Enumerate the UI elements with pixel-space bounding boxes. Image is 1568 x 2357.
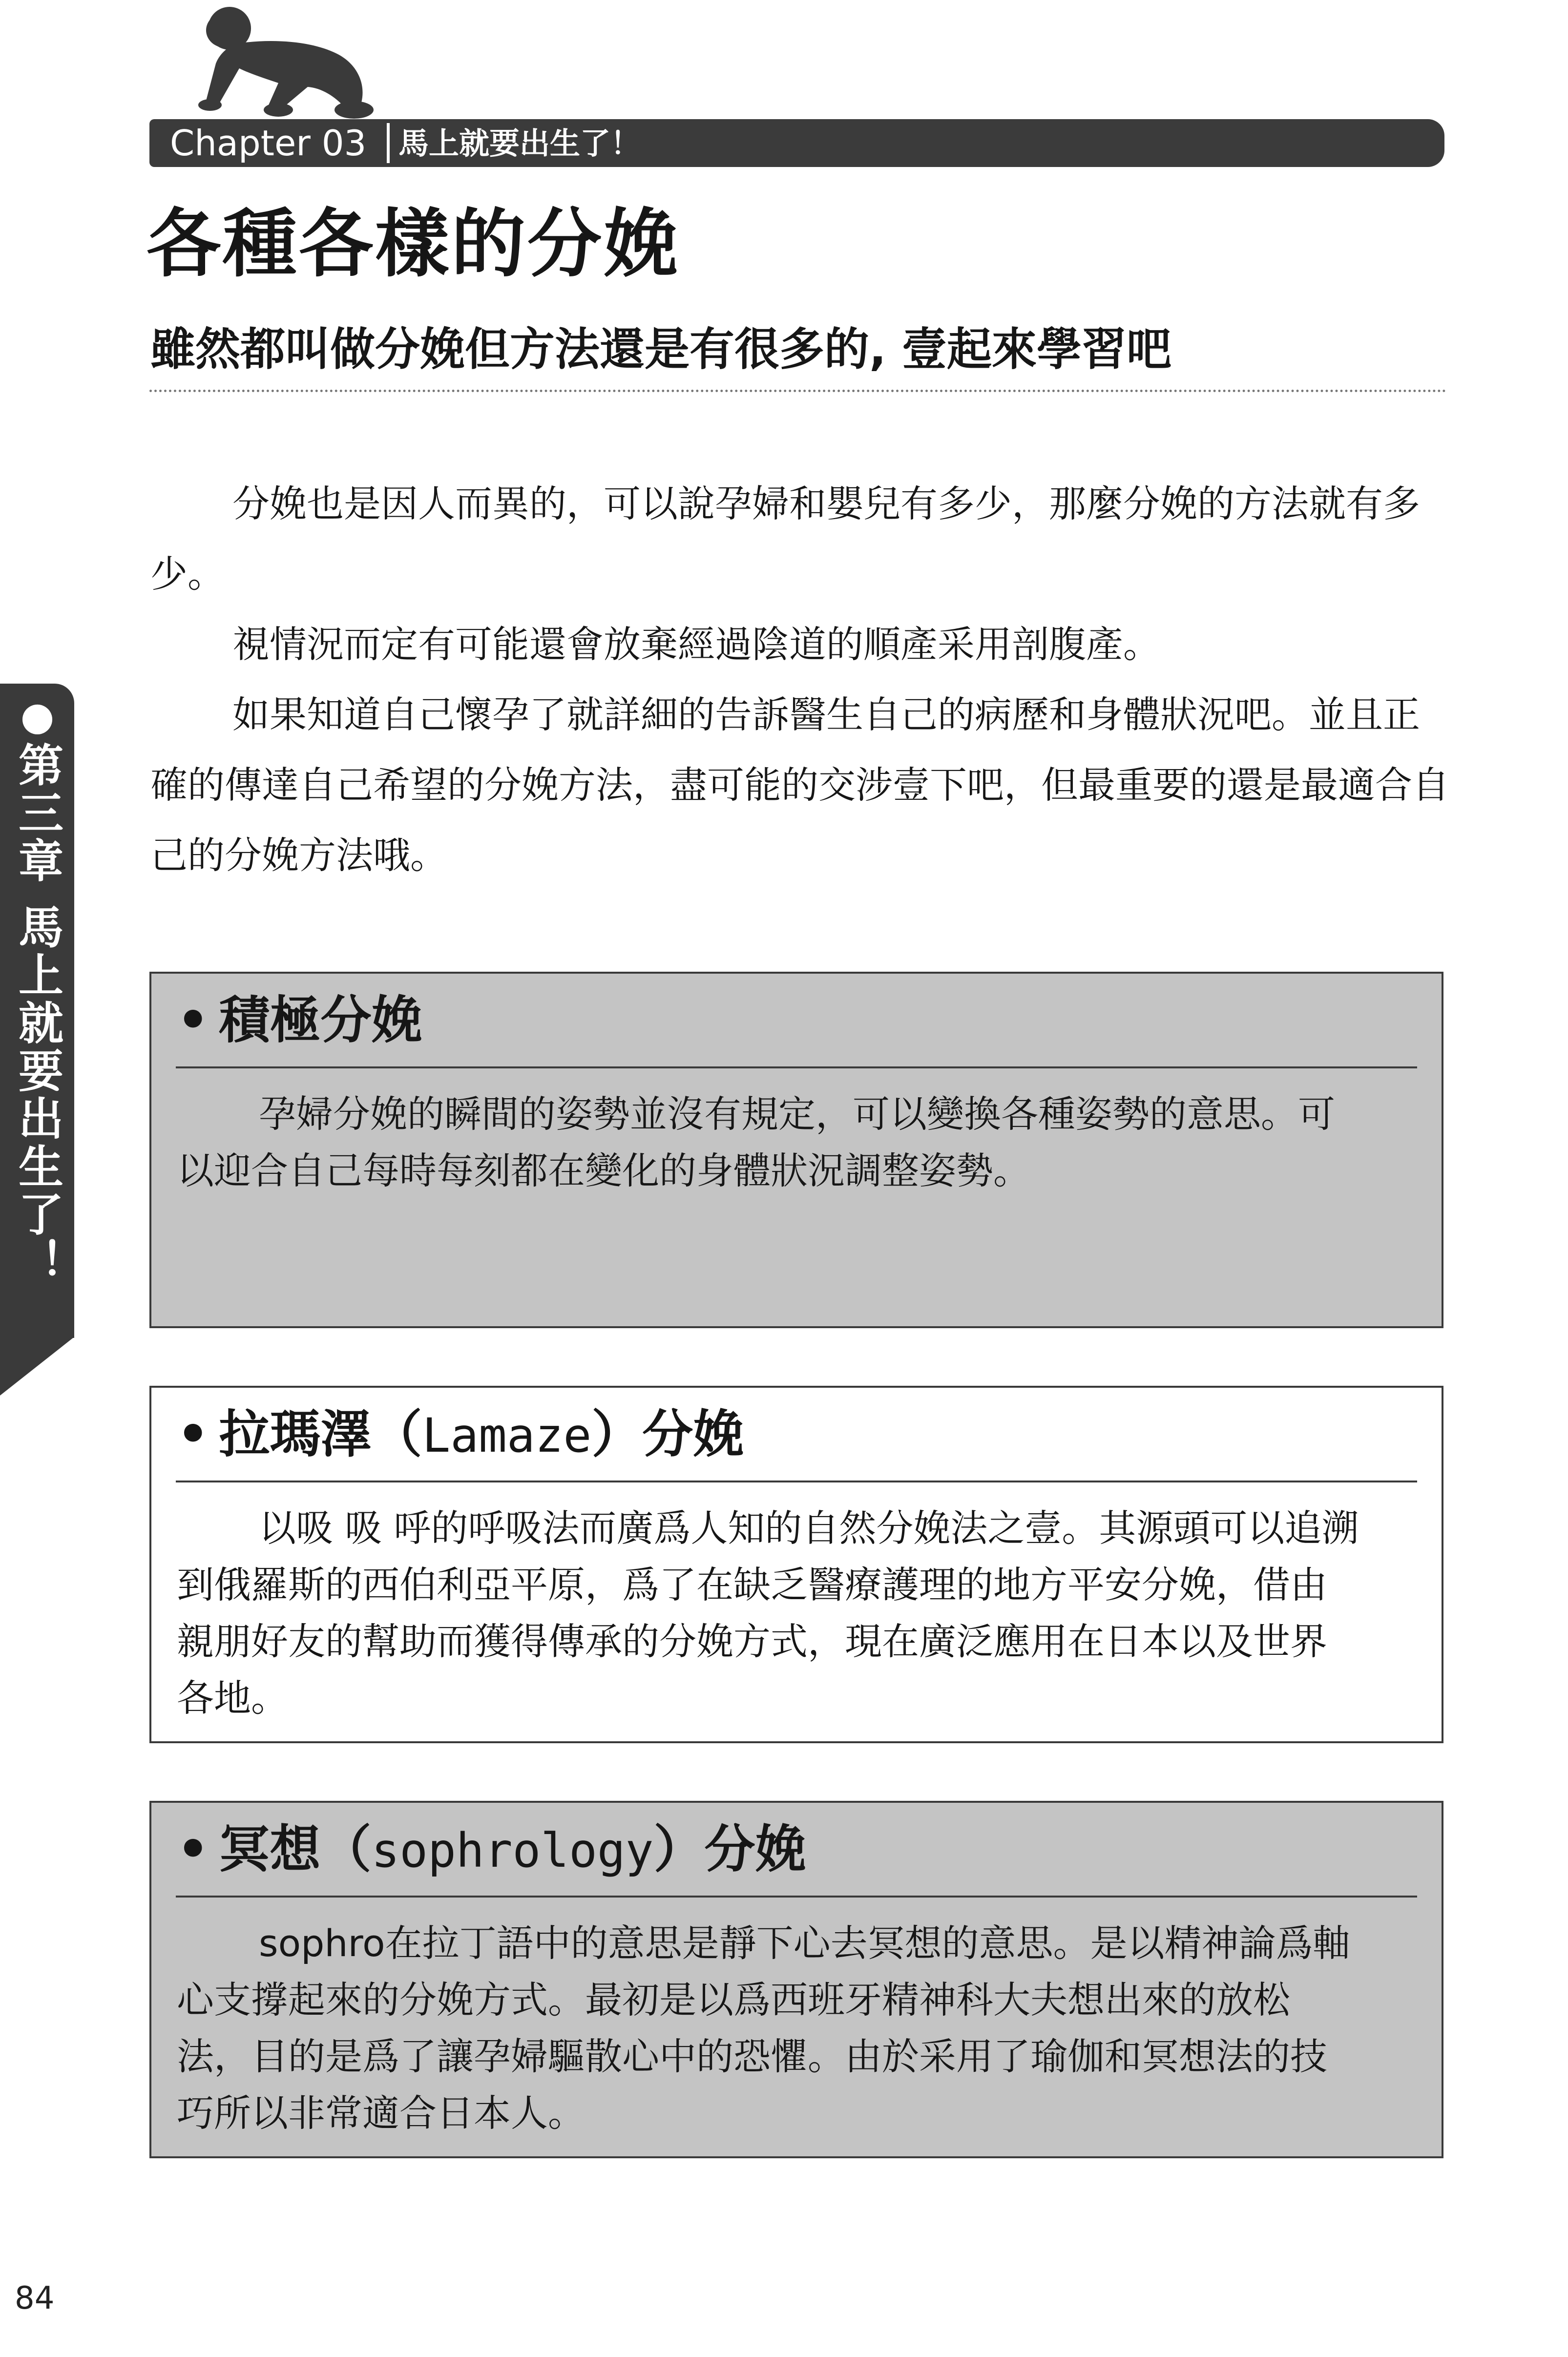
box-heading-latin: Lamaze (422, 1408, 592, 1463)
crawling-baby-icon (161, 5, 386, 122)
box-heading-suffix: ）分娩 (653, 1819, 806, 1879)
box-heading-suffix: ）分娩 (591, 1404, 744, 1464)
box-body (177, 1915, 1363, 2142)
page-number: 84 (15, 2280, 55, 2316)
bullet-icon: • (177, 1819, 209, 1879)
sophrology-birth-box (149, 1801, 1443, 2158)
box-body (177, 1086, 1363, 1199)
box-body-text: 以吸 吸 呼的呼吸法而廣爲人知的自然分娩法之壹。其源頭可以追溯到俄羅斯的西伯利亞平原，爲了在缺乏醫療護理的地方平安分娩，借由親朋好友的幫助而獲得傳承的分娩方式，現在廣泛應用在日本以及世界各地。 (177, 1506, 1359, 1720)
chapter-subtitle: 馬上就要出生了！ (398, 125, 641, 161)
side-tab-point (0, 1337, 74, 1396)
intro-text (150, 469, 1449, 891)
box-heading-rule (176, 1896, 1417, 1898)
box-body-text: sophro在拉丁語中的意思是靜下心去冥想的意思。是以精神論爲軸心支撐起來的分娩方式。最初是以爲西班牙精神科大夫想出來的放松法，目的是爲了讓孕婦驅散心中的恐懼。由於采用了瑜伽和冥想法的技巧所以非常適合日本人。 (177, 1921, 1350, 2135)
page-subtitle: 雖然都叫做分娩但方法還是有很多的, 壹起來學習吧 (150, 323, 1171, 375)
title-dotted-rule (149, 390, 1446, 392)
box-body (177, 1500, 1363, 1727)
bullet-icon: • (177, 990, 209, 1050)
box-body-text: 孕婦分娩的瞬間的姿勢並沒有規定，可以變換各種姿勢的意思。可以迎合自己每時每刻都在變化的身體狀況調整姿勢。 (177, 1092, 1335, 1192)
box-heading-latin: sophrology (371, 1823, 654, 1878)
page-title: 各種各樣的分娩 (146, 201, 680, 287)
box-heading-rule (176, 1066, 1417, 1068)
box-heading (177, 1813, 806, 1887)
chapter-divider (387, 123, 390, 163)
lamaze-birth-box (149, 1386, 1443, 1743)
box-heading-prefix: 拉瑪澤（ (219, 1404, 422, 1464)
active-birth-box (149, 972, 1443, 1328)
chapter-header-bar (149, 119, 1444, 167)
box-heading (177, 983, 422, 1057)
box-heading-rule (176, 1481, 1417, 1482)
chapter-label: Chapter 03 (170, 123, 367, 164)
side-tab-label (5, 693, 69, 1287)
chapter-side-tab (0, 684, 74, 1338)
box-heading (177, 1398, 744, 1472)
box-heading-text: 積極分娩 (219, 990, 422, 1050)
side-tab-text: 第三章 馬上就要出生了！ (11, 742, 63, 1287)
box-heading-prefix: 冥想（ (219, 1819, 372, 1879)
intro-paragraph: 視情況而定有可能還會放棄經過陰道的順產采用剖腹產。 (232, 623, 1160, 666)
intro-paragraph: 如果知道自己懷孕了就詳細的告訴醫生自己的病歷和身體狀況吧。並且正確的傳達自己希望的分娩方法，盡可能的交涉壹下吧，但最重要的還是最適合自己的分娩方法哦。 (150, 693, 1449, 877)
bullet-icon: • (177, 1404, 209, 1464)
side-tab-dot-icon: ● (15, 693, 60, 742)
intro-paragraph: 分娩也是因人而異的，可以說孕婦和嬰兒有多少，那麼分娩的方法就有多少。 (150, 482, 1420, 596)
